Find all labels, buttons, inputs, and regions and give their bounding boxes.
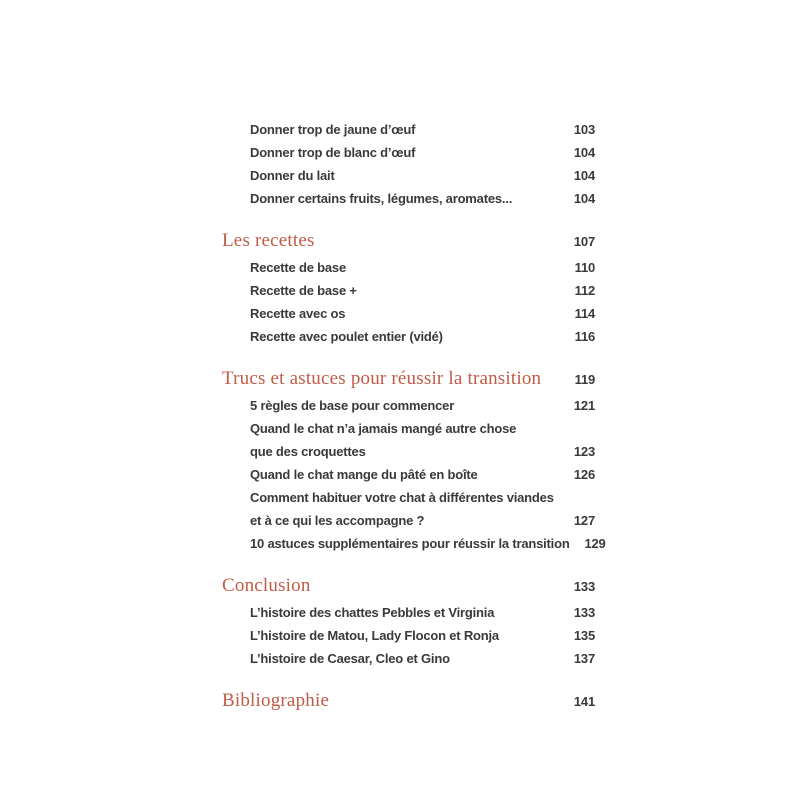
toc-entry-label: Donner trop de jaune d’œuf — [250, 122, 416, 137]
toc-entry-page: 135 — [573, 628, 595, 643]
toc-entry — [222, 302, 595, 325]
toc-heading-label: Trucs et astuces pour réussir la transition — [222, 368, 542, 389]
toc-entry — [222, 417, 595, 463]
toc-entry-page: 103 — [573, 122, 595, 137]
toc-entry — [222, 164, 595, 187]
toc-heading-label: Bibliographie — [222, 690, 330, 711]
toc-entry — [222, 325, 595, 348]
toc-entry-page: 104 — [573, 191, 595, 206]
toc-entry-label: Donner du lait — [250, 168, 335, 183]
toc-entry-label: Recette de base — [250, 260, 346, 275]
toc-entry-label: Recette avec os — [250, 306, 346, 321]
toc-section-heading — [222, 228, 595, 255]
toc-entry-label: Donner trop de blanc d’œuf — [250, 145, 416, 160]
toc-heading-page: 133 — [573, 579, 595, 594]
toc-entry-page: 129 — [584, 536, 606, 551]
toc-entry — [222, 256, 595, 279]
toc-heading-label: Conclusion — [222, 575, 311, 596]
toc-entry-page: 123 — [573, 444, 595, 459]
toc-entry — [222, 624, 595, 647]
toc-section-heading — [222, 688, 595, 715]
toc-entry-label: Recette avec poulet entier (vidé) — [250, 329, 443, 344]
toc-entry-label: Quand le chat n’a jamais mangé autre chose que des croquettes — [250, 421, 517, 459]
toc-entry-page: 137 — [573, 651, 595, 666]
toc-entry — [222, 187, 595, 210]
toc-section — [222, 573, 595, 670]
toc-entry-label: 10 astuces supplémentaires pour réussir la transition — [250, 536, 570, 551]
toc-entry-page: 114 — [574, 306, 595, 321]
toc-entry — [222, 601, 595, 624]
toc-section — [222, 366, 606, 555]
toc-entry — [222, 532, 606, 555]
toc-entry — [222, 647, 595, 670]
toc-entry-label: L’histoire de Caesar, Cleo et Gino — [250, 651, 450, 666]
toc-heading-page: 107 — [573, 234, 595, 249]
toc-entry — [222, 394, 595, 417]
toc-entry-page: 127 — [573, 513, 595, 528]
toc-entry-label: L’histoire des chattes Pebbles et Virginia — [250, 605, 495, 620]
toc-entry — [222, 141, 595, 164]
toc-entry-page: 104 — [573, 168, 595, 183]
toc-section — [222, 688, 595, 715]
toc-entry-page: 112 — [574, 283, 595, 298]
toc-section-heading — [222, 366, 595, 393]
toc-section — [222, 118, 595, 210]
toc-entry-label: L’histoire de Matou, Lady Flocon et Ronja — [250, 628, 499, 643]
toc-entry-page: 133 — [573, 605, 595, 620]
toc-section-heading — [222, 573, 595, 600]
toc-entry — [222, 463, 595, 486]
toc-entry-label: Comment habituer votre chat à différentes viandes et à ce qui les accompagne ? — [250, 490, 554, 528]
table-of-contents — [222, 118, 606, 716]
toc-heading-page: 141 — [573, 694, 595, 709]
toc-entry — [222, 118, 595, 141]
toc-section — [222, 228, 595, 348]
toc-entry-page: 116 — [574, 329, 595, 344]
toc-entry-page: 110 — [574, 260, 595, 275]
toc-entry-label: Recette de base + — [250, 283, 357, 298]
toc-entry-page: 104 — [573, 145, 595, 160]
toc-heading-page: 119 — [574, 372, 595, 387]
toc-entry-label: Donner certains fruits, légumes, aromates... — [250, 191, 513, 206]
toc-entry-label: 5 règles de base pour commencer — [250, 398, 455, 413]
toc-entry-page: 126 — [573, 467, 595, 482]
toc-heading-label: Les recettes — [222, 230, 315, 251]
toc-entry-label: Quand le chat mange du pâté en boîte — [250, 467, 478, 482]
toc-entry — [222, 279, 595, 302]
toc-entry — [222, 486, 595, 532]
toc-entry-page: 121 — [573, 398, 595, 413]
